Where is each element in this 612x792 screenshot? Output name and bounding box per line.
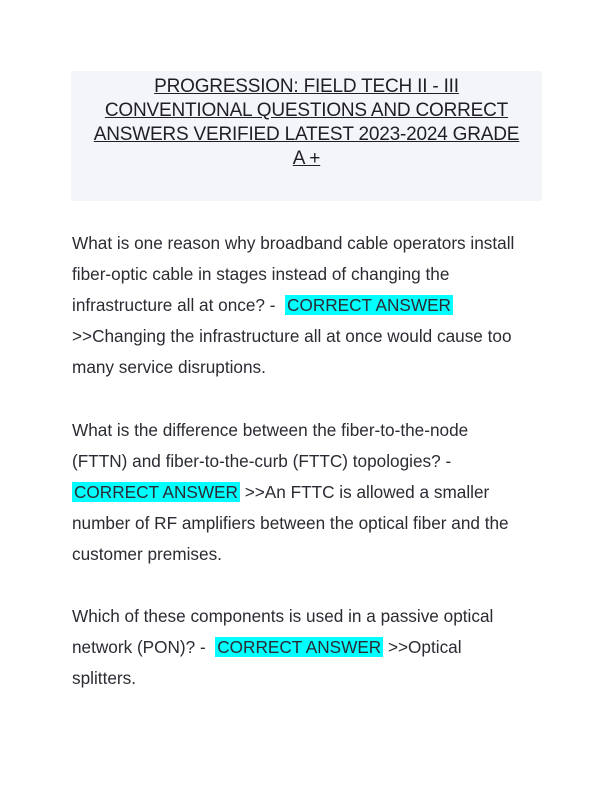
question-line xyxy=(72,290,542,321)
question-line: What is the difference between the fiber-to-the-node xyxy=(72,420,469,440)
answer-line: >>Changing the infrastructure all at once would cause too xyxy=(72,326,512,346)
question-answer-2 xyxy=(72,415,542,570)
answer-text: >>Optical xyxy=(383,637,462,657)
answer-line xyxy=(72,477,542,508)
question-line xyxy=(72,632,542,663)
question-line: fiber-optic cable in stages instead of changing the xyxy=(72,264,450,284)
document-title-line-3: ANSWERS VERIFIED LATEST 2023-2024 GRADE xyxy=(93,124,520,145)
document-title-line-1: PROGRESSION: FIELD TECH II - III xyxy=(154,76,459,97)
correct-answer-highlight: CORRECT ANSWER xyxy=(74,482,238,502)
question-line: (FTTN) and fiber-to-the-curb (FTTC) topologies? - xyxy=(72,451,452,471)
answer-line: customer premises. xyxy=(72,544,222,564)
question-line: Which of these components is used in a passive optical xyxy=(72,606,494,626)
document-title-line-4: A + xyxy=(292,148,321,169)
answer-text: >>An FTTC is allowed a smaller xyxy=(239,482,490,502)
question-answer-3 xyxy=(72,601,542,694)
question-line: What is one reason why broadband cable operators install xyxy=(72,233,515,253)
question-answer-1 xyxy=(72,228,542,383)
correct-answer-highlight: CORRECT ANSWER xyxy=(287,295,451,315)
correct-answer-highlight: CORRECT ANSWER xyxy=(217,637,382,657)
answer-line: splitters. xyxy=(72,668,136,688)
document-title-box xyxy=(71,71,542,201)
question-text: network (PON)? - xyxy=(72,637,216,657)
document-title-line-2: CONVENTIONAL QUESTIONS AND CORRECT xyxy=(104,100,509,121)
answer-line: number of RF amplifiers between the optical fiber and the xyxy=(72,513,509,533)
question-text: infrastructure all at once? - xyxy=(72,295,286,315)
answer-line: many service disruptions. xyxy=(72,357,266,377)
